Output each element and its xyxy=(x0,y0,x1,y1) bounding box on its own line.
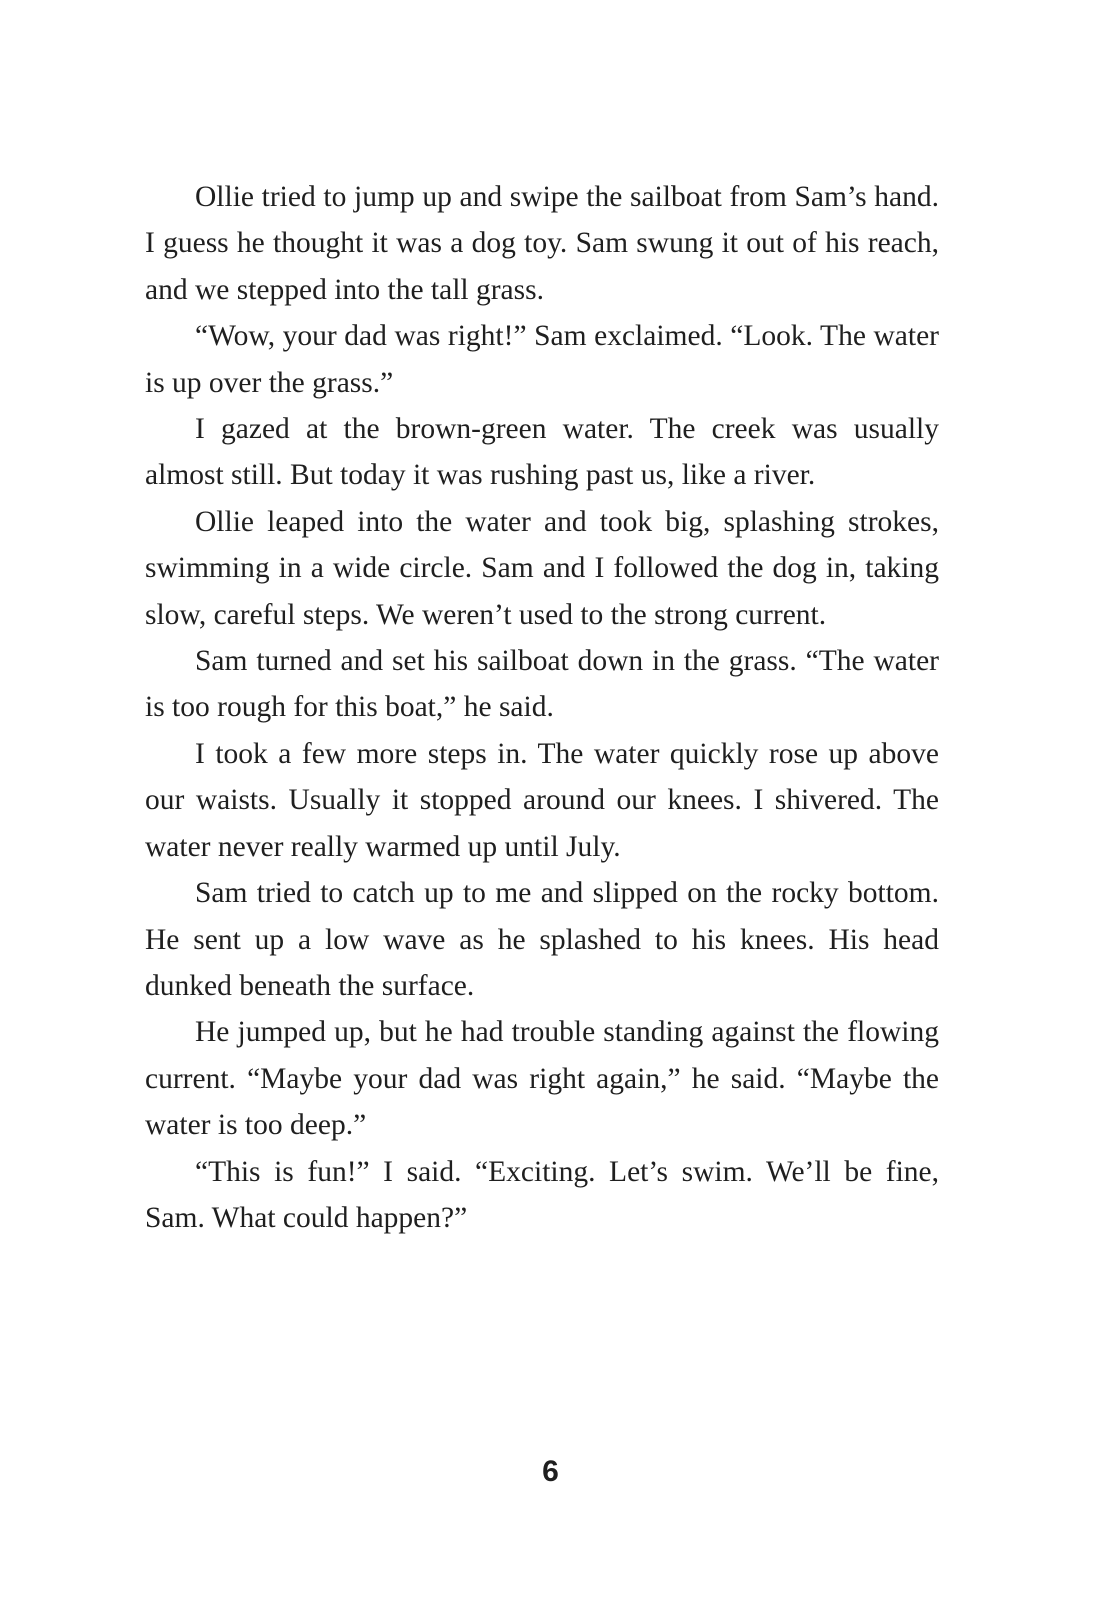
body-text xyxy=(145,174,939,1241)
paragraph: Ollie tried to jump up and swipe the sailboat from Sam’s hand. I guess he thought it was a dog toy. Sam swung it out of his reach, and we stepped into the tall grass. xyxy=(145,181,939,306)
paragraph: I gazed at the brown-green water. The creek was usually almost still. But today it was rushing past us, like a river. xyxy=(145,413,939,492)
page-number: 6 xyxy=(542,1455,559,1488)
paragraph: Sam tried to catch up to me and slipped on the rocky bottom. He sent up a low wave as he splashed to his knees. His head dunked beneath the surface. xyxy=(145,877,939,1002)
paragraph: Sam turned and set his sailboat down in the grass. “The water is too rough for this boat,” he said. xyxy=(145,645,939,724)
paragraph: Ollie leaped into the water and took big, splashing strokes, swimming in a wide circle. Sam and I followed the dog in, taking slow, careful steps. We weren’t used to the strong current. xyxy=(145,505,939,631)
paragraph: He jumped up, but he had trouble standing against the flowing current. “Maybe your dad was right again,” he said. “Maybe the water is too deep.” xyxy=(145,1016,939,1142)
paragraph: I took a few more steps in. The water quickly rose up above our waists. Usually it stopped around our knees. I shivered. The water never really warmed up until July. xyxy=(145,737,939,863)
paragraph: “Wow, your dad was right!” Sam exclaimed. “Look. The water is up over the grass.” xyxy=(145,320,939,399)
paragraph: “This is fun!” I said. “Exciting. Let’s swim. We’ll be fine, Sam. What could happen?” xyxy=(145,1155,939,1234)
